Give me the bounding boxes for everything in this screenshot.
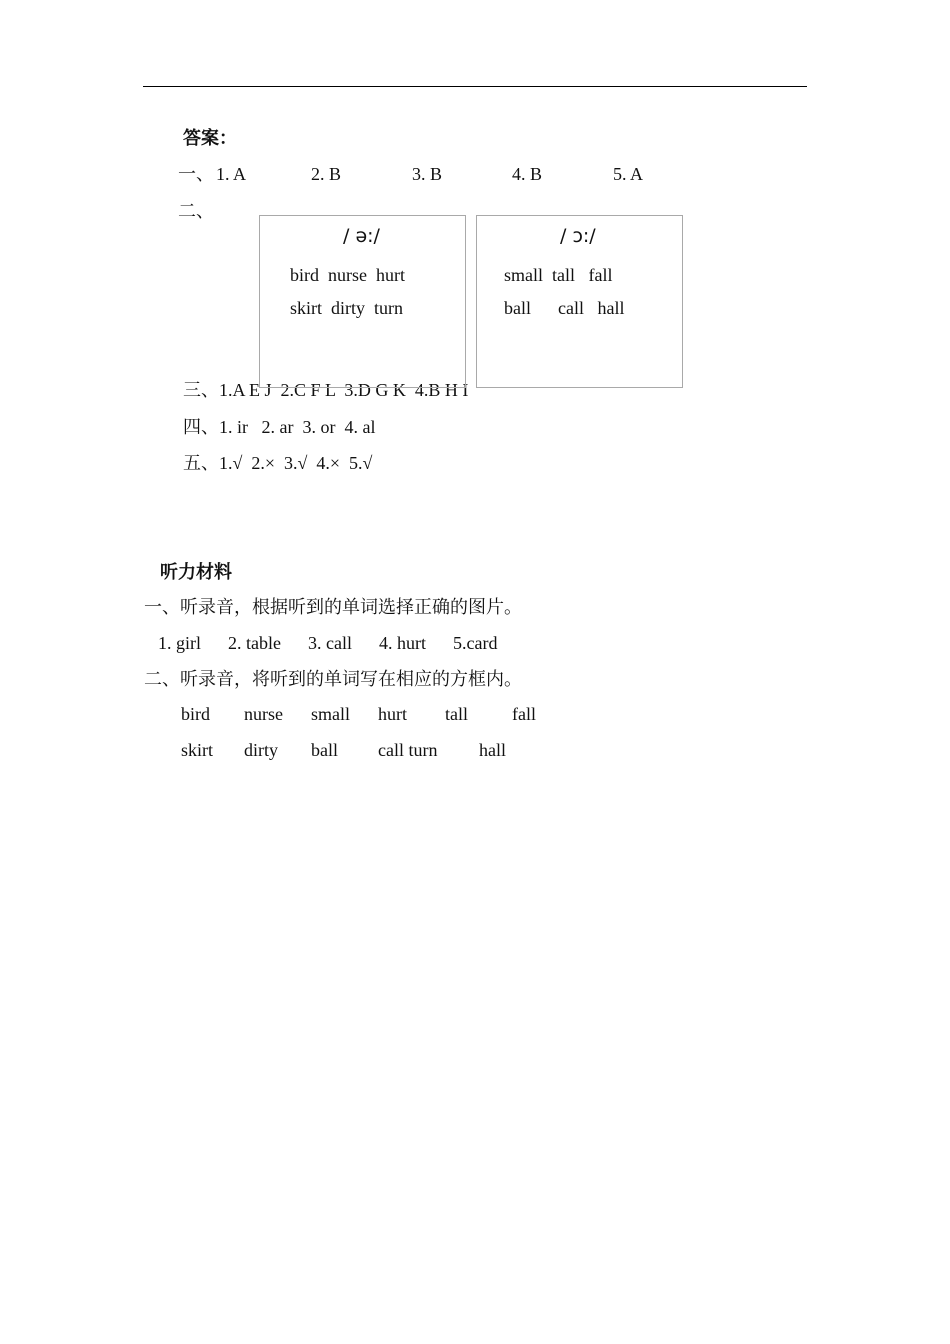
listening-q2-word: dirty	[244, 740, 278, 760]
listening-q1-item-5: 5.card	[453, 633, 498, 653]
listening-q2-word: bird	[181, 704, 210, 724]
part1-label: 一、	[178, 164, 214, 184]
part1-answer-2: 2. B	[311, 164, 342, 184]
answers-title: 答案：	[183, 128, 237, 148]
part1-answer-5: 5. A	[613, 164, 644, 184]
listening-title: 听力材料	[160, 562, 232, 582]
part2-label: 二、	[178, 201, 214, 221]
listening-q2-word: small	[311, 704, 350, 724]
listening-q1-item-4: 4. hurt	[379, 633, 426, 653]
part4-answers: 四、1. ir 2. ar 3. or 4. al	[183, 417, 376, 437]
phoneme-er-words-row1: bird nurse hurt	[290, 265, 405, 285]
listening-q2-word: hall	[479, 740, 506, 760]
listening-q1-item-1: 1. girl	[158, 633, 201, 653]
listening-q2-word: fall	[512, 704, 536, 724]
listening-q2-word: ball	[311, 740, 338, 760]
listening-q2-word: tall	[445, 704, 468, 724]
phoneme-or: / ɔ:/	[560, 225, 596, 247]
part1-answer-4: 4. B	[512, 164, 543, 184]
phoneme-er-words-row2: skirt dirty turn	[290, 298, 403, 318]
phoneme-or-words-row1: small tall fall	[504, 265, 613, 285]
listening-q2-word: call turn	[378, 740, 438, 760]
listening-q1-item-2: 2. table	[228, 633, 281, 653]
listening-q1-prompt: 一、听录音，根据听到的单词选择正确的图片。	[144, 597, 522, 617]
phoneme-or-words-row2: ball call hall	[504, 298, 625, 318]
listening-q2-word: nurse	[244, 704, 283, 724]
listening-q1-item-3: 3. call	[308, 633, 352, 653]
part1-answer-3: 3. B	[412, 164, 443, 184]
header-rule	[143, 86, 807, 87]
listening-q2-prompt: 二、听录音，将听到的单词写在相应的方框内。	[144, 669, 522, 689]
listening-q2-word: hurt	[378, 704, 407, 724]
part5-answers: 五、1.√ 2.× 3.√ 4.× 5.√	[183, 453, 373, 473]
part1-answer-1: 1. A	[216, 164, 247, 184]
part3-answers: 三、1.A E J 2.C F L 3.D G K 4.B H I	[183, 380, 469, 400]
listening-q2-word: skirt	[181, 740, 214, 760]
phoneme-er: / ə:/	[343, 225, 380, 247]
